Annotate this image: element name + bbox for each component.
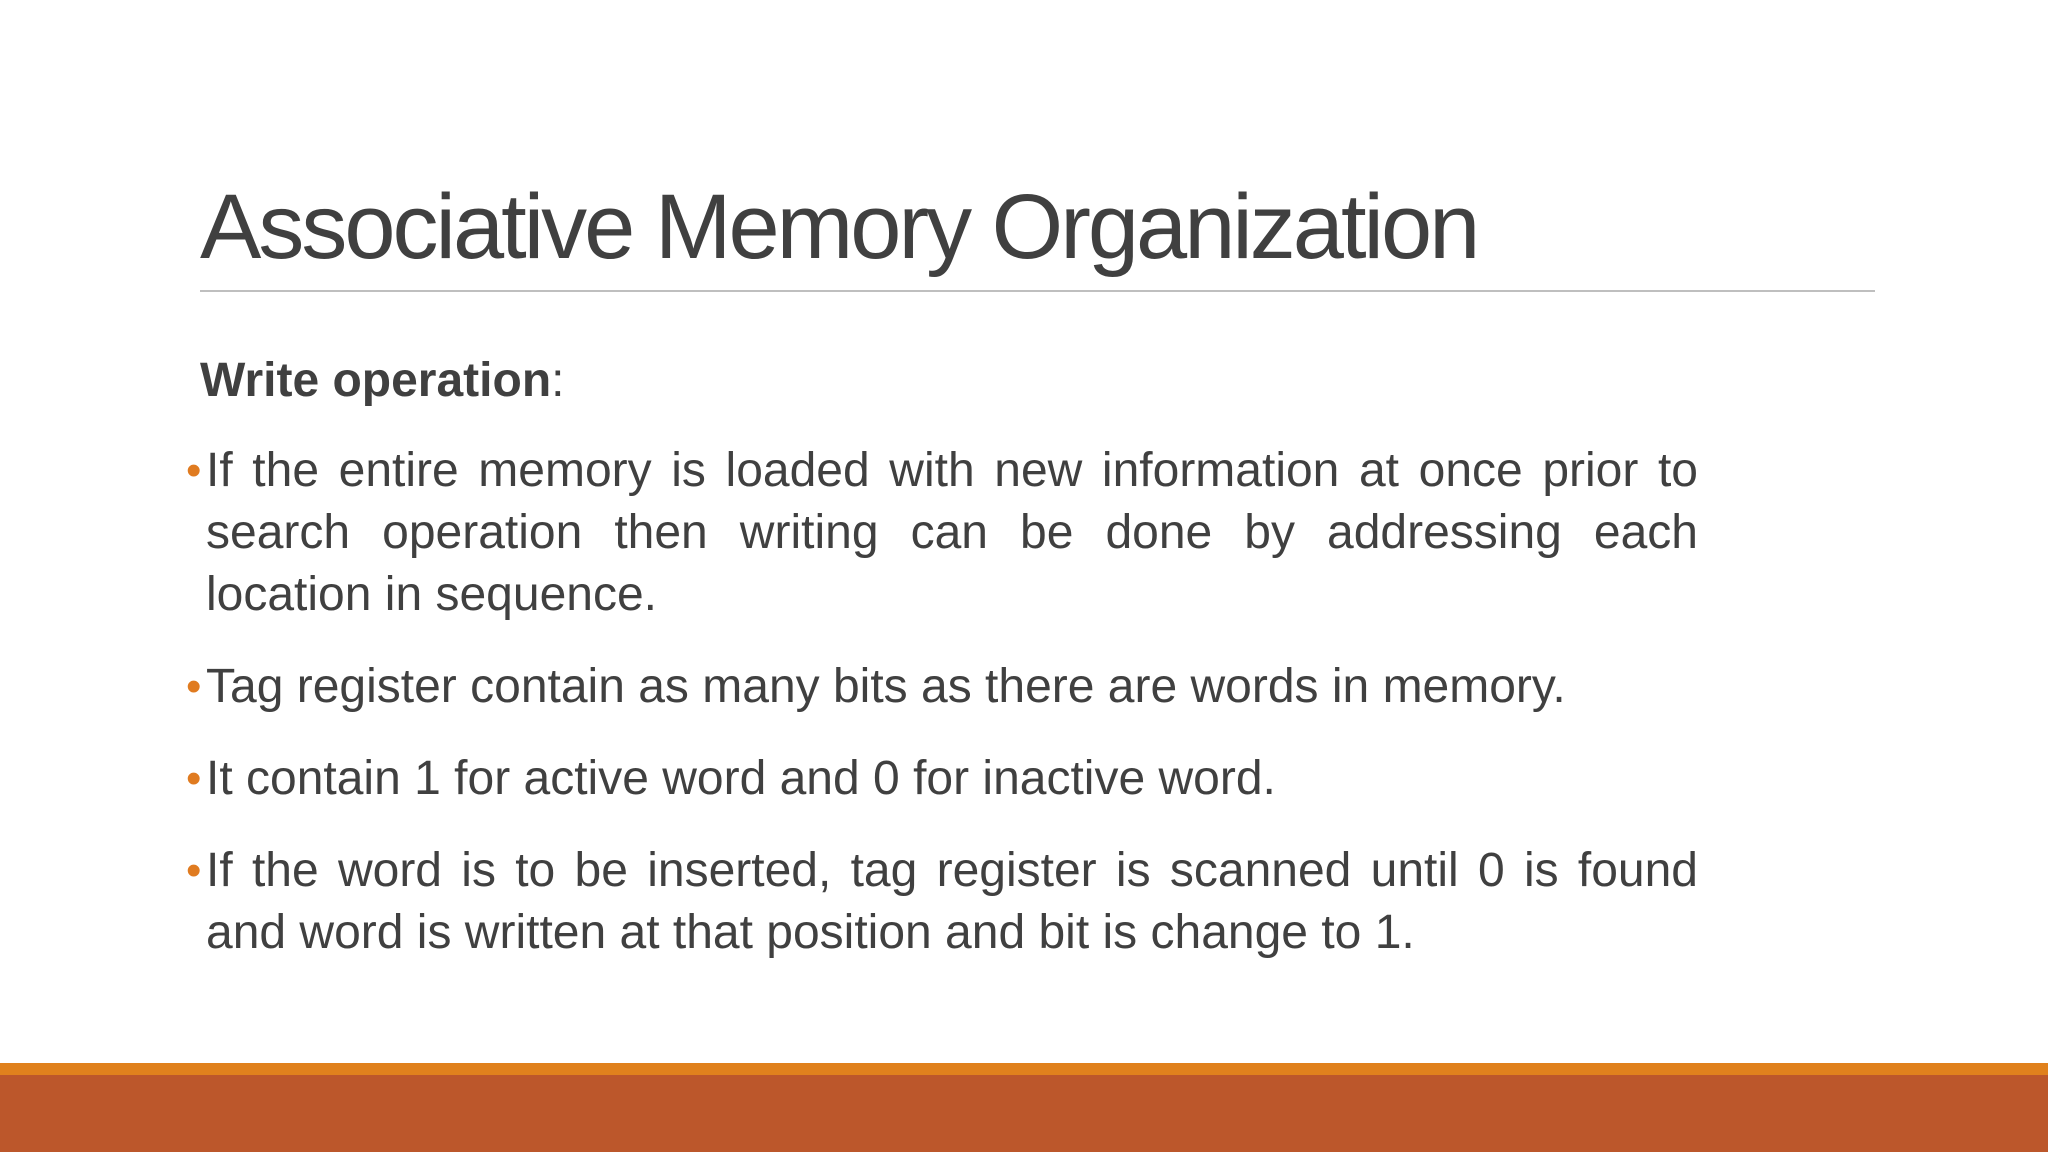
footer-band: [0, 1075, 2048, 1152]
title-underline: [200, 290, 1875, 292]
bullet-text: It contain 1 for active word and 0 for inactive word.: [206, 752, 1276, 805]
section-heading-bold: Write operation: [200, 354, 552, 407]
section-heading-colon: :: [551, 354, 565, 407]
bullet-text: If the word is to be inserted, tag register is scanned until 0 is found and word is written at that position and bit is change to 1.: [206, 844, 1698, 959]
bullet-dot-icon: •: [186, 662, 202, 711]
bullet-dot-icon: •: [186, 446, 202, 495]
bullet-dot-icon: •: [186, 846, 202, 895]
bullet-item: [186, 440, 1698, 626]
bullet-dot-icon: •: [186, 754, 202, 803]
slide-body: [186, 350, 1698, 994]
bullet-item: [186, 748, 1698, 810]
bullet-list: [186, 440, 1698, 964]
footer-accent-stripe: [0, 1063, 2048, 1075]
bullet-item: [186, 840, 1698, 964]
slide-title: Associative Memory Organization: [200, 176, 1478, 278]
bullet-item: [186, 656, 1698, 718]
bullet-text: If the entire memory is loaded with new information at once prior to search operation then writing can be done by addressing each location in sequence.: [206, 444, 1698, 621]
bullet-text: Tag register contain as many bits as there are words in memory.: [206, 660, 1566, 713]
section-heading: [200, 350, 1698, 412]
